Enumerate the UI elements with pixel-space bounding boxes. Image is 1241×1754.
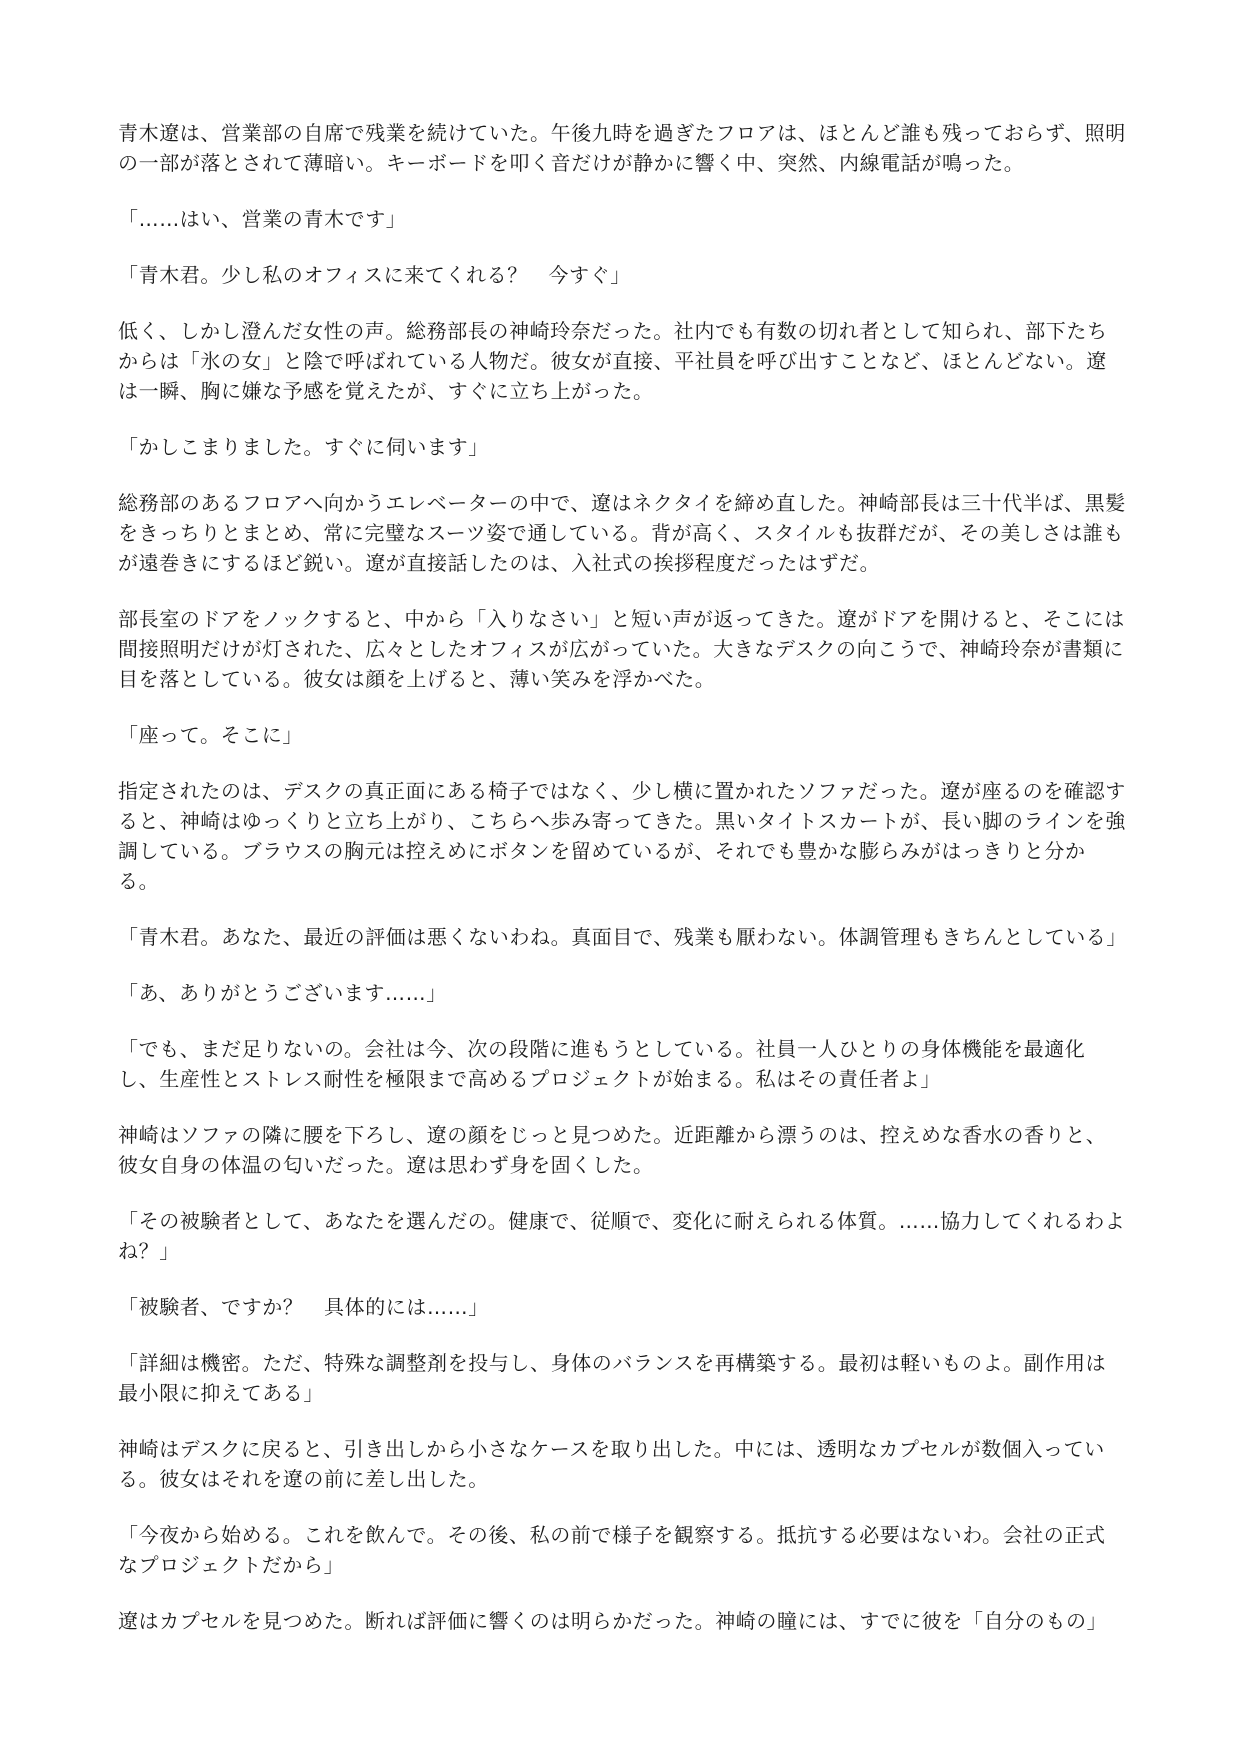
paragraph: 総務部のあるフロアへ向かうエレベーターの中で、遼はネクタイを締め直した。神崎部長は三十代半ば、黒髪をきっちりとまとめ、常に完璧なスーツ姿で通している。背が高く、スタイルも抜群だが、その美しさは誰もが遠巻きにするほど鋭い。遼が直接話したのは、入社式の挨拶程度だったはずだ。 [118, 491, 1126, 575]
paragraph: 「座って。そこに」 [118, 723, 303, 747]
paragraph: 「今夜から始める。これを飲んで。その後、私の前で様子を観察する。抵抗する必要はないわ。会社の正式なプロジェクトだから」 [118, 1523, 1106, 1577]
paragraph: 青木遼は、営業部の自席で残業を続けていた。午後九時を過ぎたフロアは、ほとんど誰も残っておらず、照明の一部が落とされて薄暗い。キーボードを叩く音だけが静かに響く中、突然、内線電話が鳴った。 [118, 121, 1126, 175]
paragraph: 「青木君。あなた、最近の評価は悪くないわね。真面目で、残業も厭わない。体調管理もきちんとしている」 [118, 925, 1127, 949]
paragraph: 「青木君。少し私のオフィスに来てくれる？ 今すぐ」 [118, 263, 631, 287]
paragraph: 遼はカプセルを見つめた。断れば評価に響くのは明らかだった。神崎の瞳には、すでに彼を「自分のもの」 [118, 1609, 1108, 1633]
paragraph: 「被験者、ですか？ 具体的には……」 [118, 1295, 489, 1319]
document-page [118, 118, 1126, 1662]
paragraph: 部長室のドアをノックすると、中から「入りなさい」と短い声が返ってきた。遼がドアを開けると、そこには間接照明だけが灯された、広々としたオフィスが広がっていた。大きなデスクの向こうで、神崎玲奈が書類に目を落としている。彼女は顔を上げると、薄い笑みを浮かべた。 [118, 607, 1125, 691]
paragraph: 「でも、まだ足りないの。会社は今、次の段階に進もうとしている。社員一人ひとりの身体機能を最適化し、生産性とストレス耐性を極限まで高めるプロジェクトが始まる。私はその責任者よ」 [118, 1037, 1086, 1091]
paragraph: 「その被験者として、あなたを選んだの。健康で、従順で、変化に耐えられる体質。……協力してくれるわよね？」 [118, 1209, 1126, 1263]
paragraph: 「かしこまりました。すぐに伺います」 [118, 435, 489, 459]
paragraph: 「……はい、営業の青木です」 [118, 207, 407, 231]
paragraph: 神崎はソファの隣に腰を下ろし、遼の顔をじっと見つめた。近距離から漂うのは、控えめな香水の香りと、彼女自身の体温の匂いだった。遼は思わず身を固くした。 [118, 1123, 1107, 1177]
paragraph: 「あ、ありがとうございます……」 [118, 981, 447, 1005]
paragraph: 指定されたのは、デスクの真正面にある椅子ではなく、少し横に置かれたソファだった。遼が座るのを確認すると、神崎はゆっくりと立ち上がり、こちらへ歩み寄ってきた。黒いタイトスカートが、長い脚のラインを強調している。ブラウスの胸元は控えめにボタンを留めているが、それでも豊かな膨らみがはっきりと分かる。 [118, 779, 1126, 893]
paragraph: 低く、しかし澄んだ女性の声。総務部長の神崎玲奈だった。社内でも有数の切れ者として知られ、部下たちからは「氷の女」と陰で呼ばれている人物だ。彼女が直接、平社員を呼び出すことなど、ほとんどない。遼は一瞬、胸に嫌な予感を覚えたが、すぐに立ち上がった。 [118, 319, 1108, 403]
paragraph: 神崎はデスクに戻ると、引き出しから小さなケースを取り出した。中には、透明なカプセルが数個入っている。彼女はそれを遼の前に差し出した。 [118, 1437, 1105, 1491]
paragraph: 「詳細は機密。ただ、特殊な調整剤を投与し、身体のバランスを再構築する。最初は軽いものよ。副作用は最小限に抑えてある」 [118, 1351, 1107, 1405]
